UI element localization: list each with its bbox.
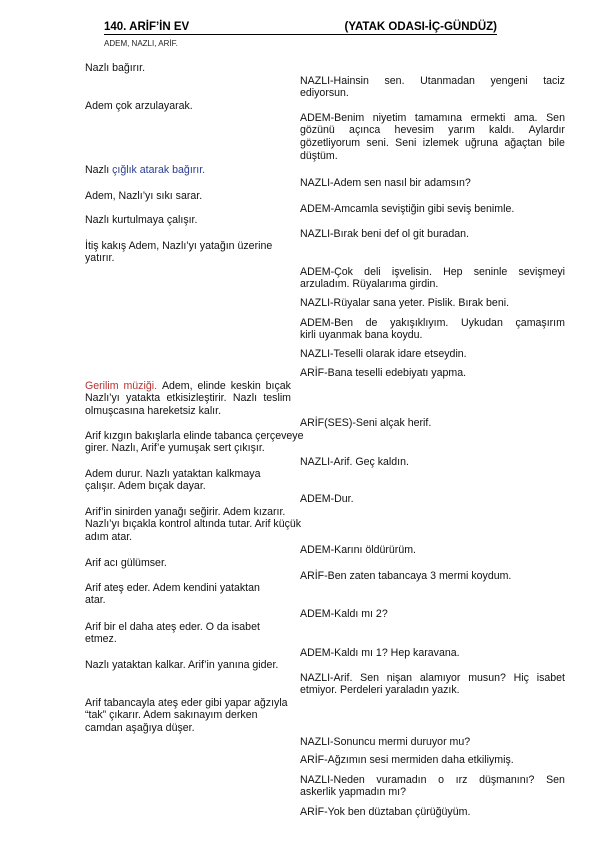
word: yakışıklıyım. <box>390 316 449 329</box>
dialogue-line: ediyorsun. <box>300 87 349 100</box>
dialogue-line: NAZLI-Teselli olarak idare etseydin. <box>300 347 467 360</box>
dialogue-line: arzuladım. Rüyalarıma girdin. <box>300 278 439 291</box>
dialogue-block <box>300 112 565 163</box>
dialogue-block <box>300 608 565 621</box>
word: sen. <box>384 74 405 87</box>
dialogue-block <box>300 544 565 557</box>
word: ağaçtan <box>504 137 543 150</box>
action-line: Arif ateş eder. Adem kendini yataktan <box>85 581 260 594</box>
word: çamaşırım <box>515 316 565 329</box>
dialogue-block <box>300 417 565 430</box>
dialogue-block <box>300 297 565 310</box>
action-line: Nazlı kurtulmaya çalışır. <box>85 213 198 226</box>
dialogue-line: kirli uyanmak bana koydu. <box>300 329 423 342</box>
word: Aylardır <box>528 124 565 137</box>
action-description <box>85 697 291 735</box>
word: Hep <box>443 265 463 278</box>
word: alamıyor <box>419 671 461 684</box>
word: bıçak <box>265 379 291 392</box>
word: gözünü <box>300 124 335 137</box>
word: ADEM-Çok <box>300 265 353 278</box>
action-description <box>85 621 291 647</box>
dialogue-line: NAZLI-Bırak beni def ol git buradan. <box>300 227 470 240</box>
word: nişan <box>386 671 413 684</box>
action-line: olmuşcasına hareketsiz kalır. <box>85 405 222 418</box>
action-description <box>85 429 304 456</box>
dialogue-block <box>300 806 565 819</box>
dialogue-block <box>300 493 565 506</box>
action-line: adım atar. <box>85 531 133 544</box>
word: elinde <box>197 379 226 392</box>
action-line: Arif’in sinirden yanağı seğirir. Adem kızarır. <box>85 505 286 518</box>
dialogue-block <box>300 367 565 380</box>
action-line: “tak” çıkarır. Adem sakınayım derken <box>85 709 258 722</box>
word: yatakta <box>126 392 161 405</box>
dialogue-block <box>300 647 565 660</box>
word: keskin <box>230 379 261 392</box>
word: Sen <box>360 671 379 684</box>
action-description <box>85 468 291 494</box>
action-line: İtiş kakış Adem, Nazlı’yı yatağın üzerine <box>85 239 273 252</box>
word: kaldı. <box>489 124 515 137</box>
word: seninle <box>473 265 508 278</box>
word: o <box>438 773 445 786</box>
word: yarım <box>448 124 475 137</box>
dialogue-block <box>300 672 565 698</box>
dialogue-block <box>300 203 565 216</box>
word: niyetim <box>372 111 407 124</box>
scene-heading <box>104 20 497 35</box>
word: uğruna <box>465 137 499 150</box>
word: Seni <box>395 137 417 150</box>
word: musun? <box>468 671 506 684</box>
word: yengeni <box>490 74 528 87</box>
word: de <box>365 316 378 329</box>
dialogue-line: etmiyor. Perdeleri yaraladın yazık. <box>300 684 460 697</box>
word: ADEM-Ben <box>300 316 353 329</box>
dialogue-line <box>300 75 565 88</box>
word: açınca <box>349 124 381 137</box>
dialogue-line: ADEM-Karını öldürürüm. <box>300 543 416 556</box>
action-description <box>85 62 291 75</box>
word: tamamına <box>414 111 463 124</box>
word: ama. <box>513 111 538 124</box>
scene-title: 140. ARİF’İN EV <box>104 21 190 33</box>
dialogue-block <box>300 228 565 241</box>
word: taciz <box>543 74 565 87</box>
word: düşmanını? <box>479 773 535 786</box>
dialogue-block <box>300 348 565 361</box>
dialogue-line: ARİF-Ağzımın sesi mermiden daha etkiliymiş. <box>300 753 514 766</box>
action-description <box>85 557 291 570</box>
word: isabet <box>536 671 565 684</box>
action-description <box>85 505 302 544</box>
dialogue-block <box>300 266 565 292</box>
word: Utanmadan <box>420 74 475 87</box>
scene-characters: ADEM, NAZLI, ARİF. <box>104 39 178 48</box>
action-line: yatırır. <box>85 252 115 265</box>
action-line: Nazlı bağırır. <box>85 61 146 74</box>
word: Nazlı’yı <box>85 392 120 405</box>
dialogue-line <box>300 137 565 150</box>
action-line: camdan aşağıya düşer. <box>85 722 195 735</box>
dialogue-line: ADEM-Dur. <box>300 492 354 505</box>
action-line: Adem, Nazlı’yı sıkı sarar. <box>85 189 203 202</box>
dialogue-line: ARİF(SES)-Seni alçak herif. <box>300 416 432 429</box>
dialogue-line <box>300 317 565 330</box>
word: ermekti <box>470 111 506 124</box>
dialogue-line <box>300 774 565 787</box>
dialogue-line <box>300 672 565 685</box>
action-line: Nazlı’yı bıçakla kontrol altında tutar. Arif küçük <box>85 518 302 531</box>
word: Gerilim <box>85 379 119 392</box>
action-line <box>85 380 291 393</box>
dialogue-block <box>300 736 565 749</box>
highlighted-text: çığlık atarak bağırır. <box>112 163 206 176</box>
word: ırz <box>455 773 468 786</box>
action-line <box>85 392 291 405</box>
word: ADEM-Benim <box>300 111 365 124</box>
word: Adem, <box>161 379 193 392</box>
word: müziği. <box>123 379 158 392</box>
dialogue-line <box>300 112 565 125</box>
word: NAZLI-Arif. <box>300 671 353 684</box>
word: hevesim <box>394 124 434 137</box>
dialogue-block <box>300 456 565 469</box>
dialogue-line: ADEM-Kaldı mı 2? <box>300 607 388 620</box>
action-line: çalışır. Adem bıçak dayar. <box>85 480 206 493</box>
action-description <box>85 100 291 113</box>
dialogue-block <box>300 570 565 583</box>
action-line: etmez. <box>85 633 117 646</box>
word: gözetliyorum <box>300 137 361 150</box>
dialogue-line <box>300 124 565 137</box>
action-description <box>85 582 291 608</box>
action-line: Adem durur. Nazlı yataktan kalkmaya <box>85 467 261 480</box>
dialogue-block <box>300 317 565 343</box>
dialogue-line: ARİF-Ben zaten tabancaya 3 mermi koydum. <box>300 569 512 582</box>
dialogue-block <box>300 774 565 800</box>
dialogue-block <box>300 177 565 190</box>
dialogue-line: NAZLI-Arif. Geç kaldın. <box>300 455 409 468</box>
action-line: Nazlı yataktan kalkar. Arif’in yanına gider. <box>85 658 279 671</box>
word: Nazlı <box>232 392 258 405</box>
dialogue-line: askerlik yapmadın mı? <box>300 786 406 799</box>
word: Hiç <box>513 671 529 684</box>
text-segment: Nazlı <box>85 163 113 176</box>
word: NAZLI-Neden <box>300 773 365 786</box>
word: bile <box>548 137 565 150</box>
dialogue-line: NAZLI-Adem sen nasıl bir adamsın? <box>300 176 471 189</box>
action-line: Arif acı gülümser. <box>85 556 167 569</box>
scene-setting: (YATAK ODASI-İÇ-GÜNDÜZ) <box>344 21 497 33</box>
word: Uykudan <box>461 316 503 329</box>
dialogue-line: ADEM-Amcamla seviştiğin gibi seviş benimle. <box>300 202 515 215</box>
word: deli <box>364 265 381 278</box>
action-line: girer. Nazlı, Arif’e yumuşak sert çıkışır. <box>85 442 265 455</box>
word: Sen <box>546 111 565 124</box>
word: sevişmeyi <box>518 265 565 278</box>
action-line <box>85 164 291 177</box>
action-line: Arif bir el daha ateş eder. O da isabet <box>85 620 260 633</box>
dialogue-line: NAZLI-Sonuncu mermi duruyor mu? <box>300 735 471 748</box>
dialogue-line: ARİF-Bana teselli edebiyatı yapma. <box>300 366 467 379</box>
dialogue-block <box>300 754 565 767</box>
dialogue-line: ARİF-Yok ben düztaban çürüğüyüm. <box>300 805 471 818</box>
action-description <box>85 659 291 672</box>
dialogue-line: ADEM-Kaldı mı 1? Hep karavana. <box>300 646 460 659</box>
word: etkisizleştirir. <box>166 392 227 405</box>
dialogue-line: düştüm. <box>300 149 338 162</box>
dialogue-block <box>300 75 565 101</box>
action-line: Arif tabancayla ateş eder gibi yapar ağzıyla <box>85 696 288 709</box>
word: işvelisin. <box>391 265 432 278</box>
action-description <box>85 380 291 418</box>
action-description <box>85 214 291 227</box>
dialogue-line <box>300 266 565 279</box>
action-description <box>85 190 291 203</box>
word: izlemek <box>422 137 459 150</box>
action-description <box>85 164 291 177</box>
word: seni. <box>366 137 389 150</box>
word: NAZLI-Hainsin <box>300 74 369 87</box>
word: teslim <box>263 392 291 405</box>
action-line: Arif kızgın bakışlarla elinde tabanca çerçeveye <box>85 429 304 442</box>
word: vuramadın <box>376 773 427 786</box>
action-line: Adem çok arzulayarak. <box>85 99 193 112</box>
dialogue-line: NAZLI-Rüyalar sana yeter. Pislik. Bırak beni. <box>300 296 510 309</box>
word: Sen <box>546 773 565 786</box>
action-line: atar. <box>85 594 106 607</box>
action-description <box>85 240 291 266</box>
